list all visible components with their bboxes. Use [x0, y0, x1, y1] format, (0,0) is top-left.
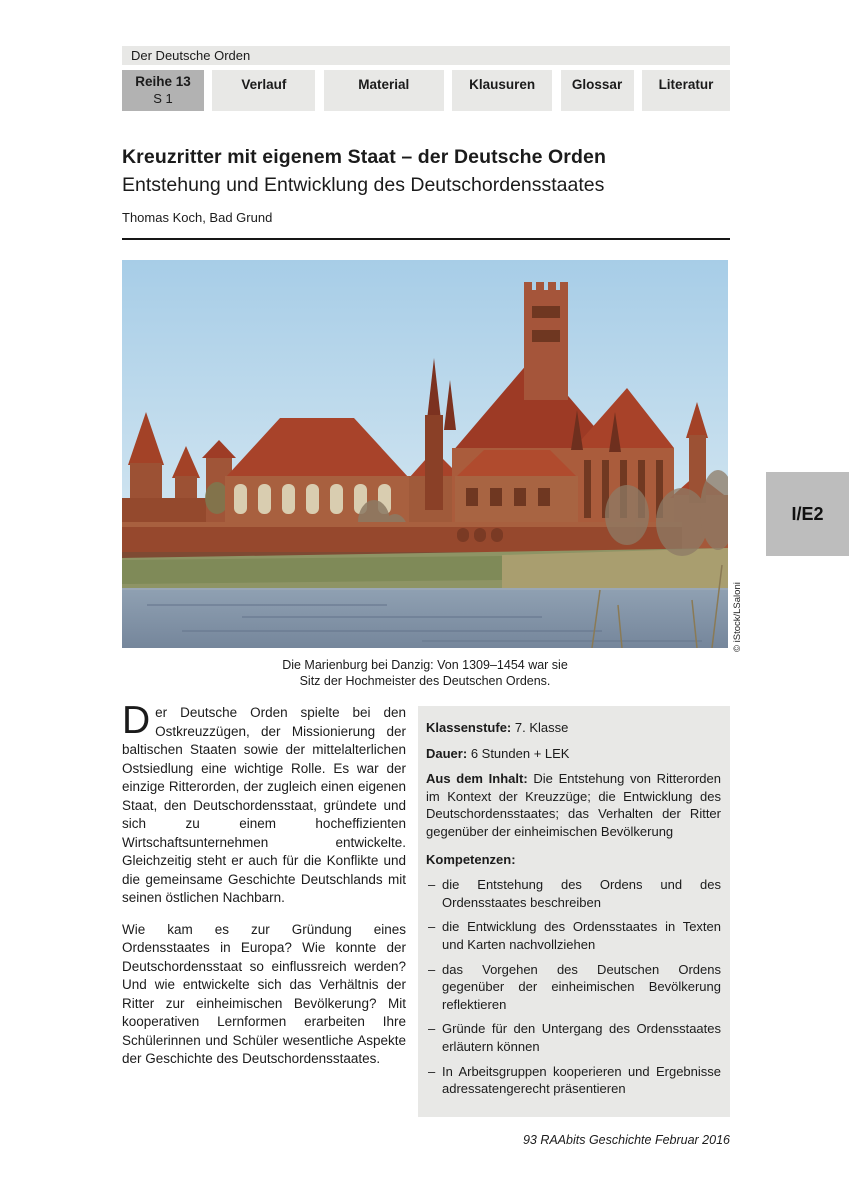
field-label: Aus dem Inhalt:	[426, 771, 528, 787]
tab-sublabel: S 1	[153, 91, 173, 106]
field-label: Klassenstufe:	[426, 720, 512, 735]
tab-klausuren[interactable]: Klausuren	[452, 70, 552, 111]
dropcap: D	[122, 699, 151, 742]
field-value: Die Entstehung von Ritterorden im Kontext der Kreuzzüge; die Entwicklung des Deutschordensstaates; das Verhalten der Ritter gegenüber der einheimischen Bevölkerung	[426, 771, 721, 839]
bullet-text: die Entstehung des Ordens und des Ordensstaates beschreiben	[442, 877, 721, 910]
list-item	[426, 1063, 721, 1098]
intro-paragraph-1	[122, 699, 406, 908]
bullet-marker: –	[428, 1021, 436, 1037]
field-klassenstufe	[426, 719, 721, 737]
bullet-text: Gründe für den Untergang des Ordensstaates erläutern können	[442, 1021, 721, 1054]
kompetenzen-heading: Kompetenzen:	[426, 851, 516, 867]
nav-tabs	[122, 70, 730, 111]
title-rule	[122, 238, 730, 240]
field-value: 7. Klasse	[514, 720, 569, 735]
tab-glossar[interactable]: Glossar	[561, 70, 634, 111]
photo-caption	[122, 657, 728, 689]
series-title: Der Deutsche Orden	[131, 48, 251, 63]
field-label: Dauer:	[426, 745, 468, 761]
author-line: Thomas Koch, Bad Grund	[122, 210, 273, 225]
list-item	[426, 961, 721, 1014]
series-header-bar	[122, 46, 730, 65]
field-inhalt	[426, 770, 721, 840]
bullet-marker: –	[428, 877, 436, 893]
intro-paragraph-1-text: er Deutsche Orden spielte bei den Ostkreuzzügen, der Missionierung der baltischen Staaten sowie der mittelalterlichen Ostsiedlung eine wichtige Rolle. Es war der einzige Ritterorden, der zugleich einen eigenen Staat, den Deutschordensstaat, gründete und sich zu einem hocheffizienten Wirtschaftsunternehmen entwickelte. Gleichzeitig steht er auch für die Konflikte und die gemeinsame Geschichte Deutschlands mit seinen östlichen Nachbarn.	[122, 705, 406, 905]
field-dauer	[426, 745, 721, 763]
tab-literatur[interactable]: Literatur	[642, 70, 730, 111]
bullet-marker: –	[428, 961, 436, 977]
list-item	[426, 1020, 721, 1055]
bullet-marker: –	[428, 919, 436, 935]
bullet-text: die Entwicklung des Ordensstaates in Texten und Karten nachvollziehen	[442, 919, 721, 952]
lesson-infobox	[418, 706, 730, 1117]
marienburg-photo	[122, 260, 728, 648]
intro-column	[122, 699, 406, 1069]
tab-verlauf[interactable]: Verlauf	[212, 70, 315, 111]
page-footer: 93 RAAbits Geschichte Februar 2016	[522, 1133, 730, 1147]
tab-reihe-13[interactable]	[122, 70, 204, 111]
list-item	[426, 876, 721, 911]
page-title: Kreuzritter mit eigenem Staat – der Deutsche Orden	[122, 146, 606, 168]
list-item	[426, 918, 721, 953]
tab-label: Reihe 13	[135, 74, 191, 89]
bullet-text: In Arbeitsgruppen kooperieren und Ergebnisse adressatengerecht präsentieren	[442, 1063, 721, 1097]
bullet-text: das Vorgehen des Deutschen Ordens gegenüber der einheimischen Bevölkerung reflektieren	[442, 961, 721, 1012]
field-value: 6 Stunden + LEK	[470, 745, 570, 761]
photo-credit: © iStock/LSaloni	[732, 582, 743, 652]
tab-material[interactable]: Material	[324, 70, 444, 111]
castle-illustration	[122, 260, 728, 648]
intro-paragraph-2: Wie kam es zur Gründung eines Ordensstaates in Europa? Wie konnte der Deutschordensstaat so einflussreich werden? Und wie entwickelte sich das Verhältnis der Ritter zur einheimischen Bevölkerung? Mit kooperativen Lernformen erarbeiten Ihre Schülerinnen und Schüler wesentliche Aspekte der Geschichte des Deutschordensstaates.	[122, 921, 406, 1066]
page-subtitle: Entstehung und Entwicklung des Deutschordensstaates	[122, 174, 605, 196]
caption-line-2: Sitz der Hochmeister des Deutschen Ordens.	[299, 674, 551, 688]
section-marker-badge: I/E2	[766, 472, 849, 556]
bullet-marker: –	[428, 1063, 436, 1079]
caption-line-1: Die Marienburg bei Danzig: Von 1309–1454 war sie	[282, 658, 568, 672]
